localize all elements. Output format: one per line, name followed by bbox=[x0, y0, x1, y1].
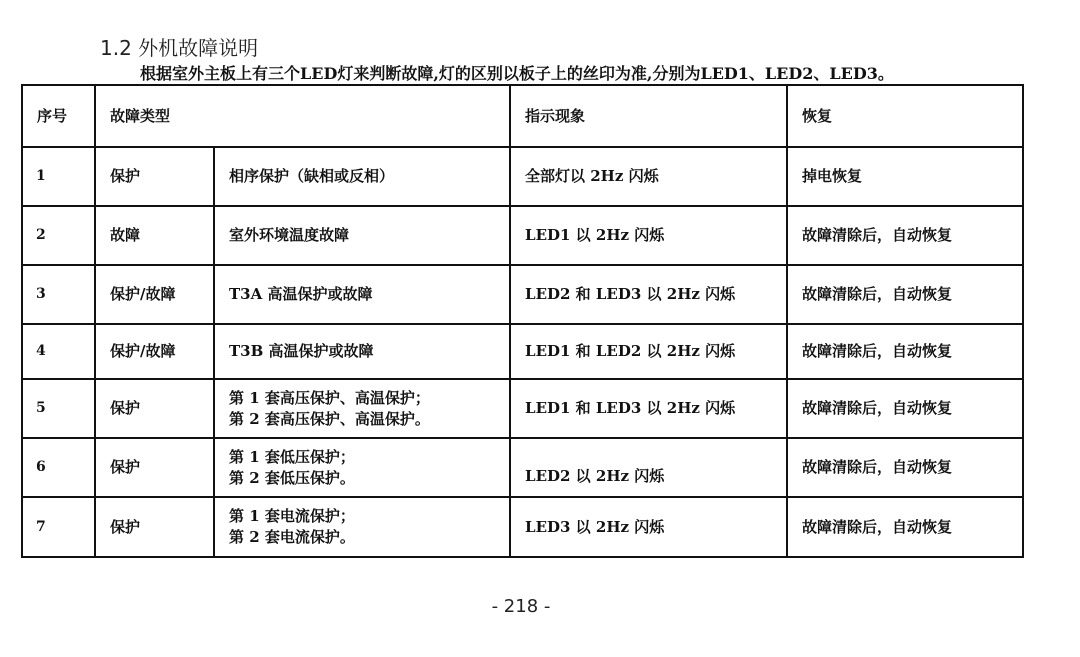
row-index: 7 bbox=[22, 497, 95, 557]
table-row bbox=[22, 147, 1023, 206]
row-detail-line: T3A 高温保护或故障 bbox=[229, 285, 373, 303]
row-indicator: LED3 以 2Hz 闪烁 bbox=[510, 497, 787, 557]
row-index: 1 bbox=[22, 147, 95, 206]
row-detail-line: 第 2 套高压保护、高温保护。 bbox=[229, 409, 430, 428]
row-recovery: 掉电恢复 bbox=[787, 147, 1023, 206]
row-indicator: LED2 和 LED3 以 2Hz 闪烁 bbox=[510, 265, 787, 324]
row-indicator: LED1 和 LED3 以 2Hz 闪烁 bbox=[510, 379, 787, 438]
row-detail-line: 第 1 套低压保护； bbox=[229, 447, 355, 466]
header-recovery: 恢复 bbox=[787, 85, 1023, 147]
row-index: 2 bbox=[22, 206, 95, 265]
row-index: 4 bbox=[22, 324, 95, 379]
row-category: 保护/故障 bbox=[95, 324, 214, 379]
table-row bbox=[22, 265, 1023, 324]
row-detail-line: 相序保护（缺相或反相） bbox=[229, 167, 395, 185]
table-row bbox=[22, 324, 1023, 379]
row-detail-line: 第 2 套电流保护。 bbox=[229, 528, 355, 546]
row-category: 保护/故障 bbox=[95, 265, 214, 324]
row-recovery: 故障清除后，自动恢复 bbox=[787, 379, 1023, 438]
row-index: 5 bbox=[22, 379, 95, 438]
row-category: 故障 bbox=[95, 206, 214, 265]
table-header-row bbox=[22, 85, 1023, 147]
row-recovery: 故障清除后，自动恢复 bbox=[787, 324, 1023, 379]
row-indicator: LED1 和 LED2 以 2Hz 闪烁 bbox=[510, 324, 787, 379]
row-detail-line: 第 1 套电流保护； bbox=[229, 507, 355, 525]
header-fault-type: 故障类型 bbox=[95, 85, 510, 147]
row-indicator: 全部灯以 2Hz 闪烁 bbox=[510, 147, 787, 206]
row-detail bbox=[214, 206, 510, 265]
row-detail bbox=[214, 438, 510, 497]
table-row bbox=[22, 379, 1023, 438]
row-category: 保护 bbox=[95, 438, 214, 497]
row-index: 6 bbox=[22, 438, 95, 497]
row-indicator: LED1 以 2Hz 闪烁 bbox=[510, 206, 787, 265]
header-indicator: 指示现象 bbox=[510, 85, 787, 147]
row-category: 保护 bbox=[95, 497, 214, 557]
table-row bbox=[22, 206, 1023, 265]
row-detail-line: T3B 高温保护或故障 bbox=[229, 342, 374, 360]
intro-text: 根据室外主板上有三个LED灯来判断故障,灯的区别以板子上的丝印为准,分别为LED1、LED2、LED3。 bbox=[140, 64, 894, 83]
row-recovery: 故障清除后，自动恢复 bbox=[787, 438, 1023, 497]
row-index: 3 bbox=[22, 265, 95, 324]
row-detail-line: 第 2 套低压保护。 bbox=[229, 468, 355, 487]
row-recovery: 故障清除后，自动恢复 bbox=[787, 497, 1023, 557]
row-detail-line: 第 1 套高压保护、高温保护； bbox=[229, 388, 430, 407]
row-detail bbox=[214, 324, 510, 379]
row-detail bbox=[214, 265, 510, 324]
row-category: 保护 bbox=[95, 147, 214, 206]
row-detail bbox=[214, 147, 510, 206]
row-detail bbox=[214, 497, 510, 557]
row-detail bbox=[214, 379, 510, 438]
fault-table bbox=[21, 84, 1024, 558]
page-number: - 218 - bbox=[491, 596, 551, 617]
row-category: 保护 bbox=[95, 379, 214, 438]
row-indicator: LED2 以 2Hz 闪烁 bbox=[510, 438, 787, 497]
table-row bbox=[22, 438, 1023, 497]
section-heading: 1.2 外机故障说明 bbox=[100, 36, 259, 60]
row-recovery: 故障清除后，自动恢复 bbox=[787, 265, 1023, 324]
row-detail-line: 室外环境温度故障 bbox=[229, 226, 350, 244]
header-index: 序号 bbox=[22, 85, 95, 147]
table-row bbox=[22, 497, 1023, 557]
row-recovery: 故障清除后，自动恢复 bbox=[787, 206, 1023, 265]
